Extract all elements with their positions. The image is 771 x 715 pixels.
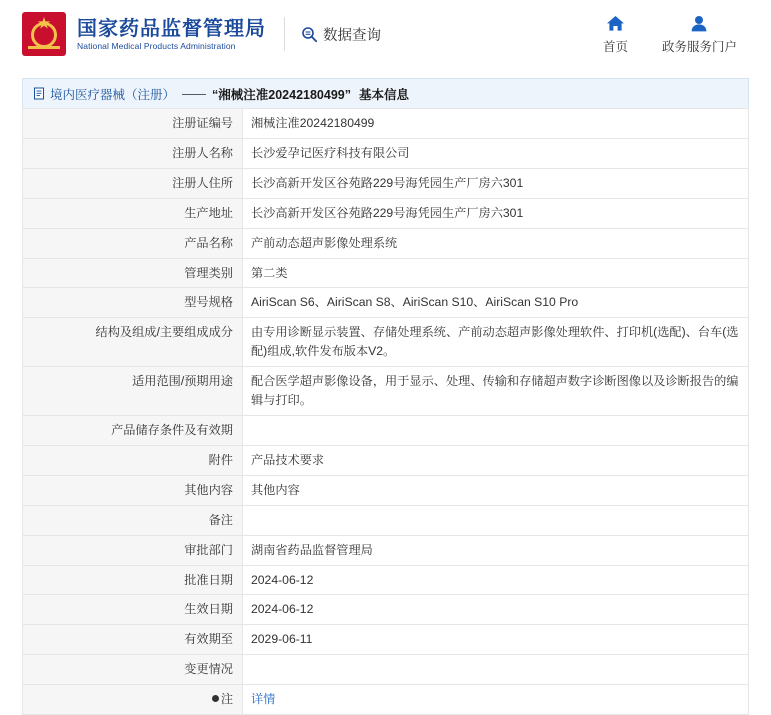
breadcrumb — [22, 78, 749, 108]
breadcrumb-category[interactable]: 境内医疗器械（注册） — [50, 87, 176, 102]
row-label: 注册人名称 — [23, 138, 243, 168]
row-label-note-text: 注 — [220, 692, 233, 707]
row-value: 2024-06-12 — [243, 565, 749, 595]
row-label: 批准日期 — [23, 565, 243, 595]
table-row — [23, 445, 749, 475]
row-value: 湘械注准20242180499 — [243, 109, 749, 139]
row-label: 变更情况 — [23, 655, 243, 685]
row-label: 产品储存条件及有效期 — [23, 415, 243, 445]
table-row — [23, 258, 749, 288]
breadcrumb-subtitle: 基本信息 — [359, 87, 410, 102]
row-label: 管理类别 — [23, 258, 243, 288]
row-label: 附件 — [23, 445, 243, 475]
national-emblem-icon — [22, 12, 66, 56]
row-value: 由专用诊断显示装置、存储处理系统、产前动态超声影像处理软件、打印机(选配)、台车(选配)组成,软件发布版本V2。 — [243, 318, 749, 367]
breadcrumb-separator: —— — [182, 86, 206, 101]
table-row — [23, 415, 749, 445]
user-icon — [690, 14, 708, 34]
row-value — [243, 505, 749, 535]
table-row — [23, 367, 749, 416]
row-label-note — [23, 685, 243, 715]
data-query-link[interactable] — [301, 24, 381, 45]
home-icon — [606, 14, 625, 34]
table-row — [23, 565, 749, 595]
brand-block — [77, 17, 266, 52]
table-row — [23, 655, 749, 685]
table-row — [23, 109, 749, 139]
row-label: 型号规格 — [23, 288, 243, 318]
detail-link[interactable]: 详情 — [251, 692, 276, 707]
row-value: 产前动态超声影像处理系统 — [243, 228, 749, 258]
data-query-label: 数据查询 — [323, 27, 381, 44]
emblem-bar — [28, 46, 60, 49]
table-row — [23, 595, 749, 625]
table-row — [23, 198, 749, 228]
table-row — [23, 318, 749, 367]
table-row — [23, 228, 749, 258]
row-label: 审批部门 — [23, 535, 243, 565]
content-area — [0, 68, 771, 715]
bullet-icon — [212, 695, 219, 702]
row-value: 长沙高新开发区谷苑路229号海凭园生产厂房六301 — [243, 168, 749, 198]
row-label: 其他内容 — [23, 475, 243, 505]
row-label: 生产地址 — [23, 198, 243, 228]
nav-home[interactable] — [603, 14, 628, 55]
row-value: 长沙爱孕记医疗科技有限公司 — [243, 138, 749, 168]
breadcrumb-record-no: “湘械注准20242180499” — [212, 87, 351, 102]
row-value: 长沙高新开发区谷苑路229号海凭园生产厂房六301 — [243, 198, 749, 228]
table-row — [23, 138, 749, 168]
emblem-star: ★ — [37, 15, 51, 31]
row-value — [243, 655, 749, 685]
table-row — [23, 168, 749, 198]
site-header — [0, 0, 771, 68]
row-label: 生效日期 — [23, 595, 243, 625]
nav-gov-portal[interactable] — [662, 14, 737, 55]
row-label: 产品名称 — [23, 228, 243, 258]
table-row — [23, 685, 749, 715]
row-value: 产品技术要求 — [243, 445, 749, 475]
row-label: 有效期至 — [23, 625, 243, 655]
table-row — [23, 625, 749, 655]
nav-gov-portal-label: 政务服务门户 — [661, 39, 737, 54]
table-row — [23, 475, 749, 505]
row-value: 第二类 — [243, 258, 749, 288]
row-value — [243, 415, 749, 445]
row-value — [243, 685, 749, 715]
row-label: 备注 — [23, 505, 243, 535]
header-actions — [603, 14, 749, 55]
brand-title-cn: 国家药品监督管理局 — [77, 15, 266, 40]
row-label: 适用范围/预期用途 — [23, 367, 243, 416]
row-value: 湖南省药品监督管理局 — [243, 535, 749, 565]
row-label: 结构及组成/主要组成成分 — [23, 318, 243, 367]
registration-info-table — [22, 108, 749, 715]
row-label: 注册证编号 — [23, 109, 243, 139]
brand-title-en: National Medical Products Administration — [77, 40, 236, 51]
header-divider — [284, 17, 285, 51]
table-row — [23, 505, 749, 535]
row-value: 2024-06-12 — [243, 595, 749, 625]
row-value: 2029-06-11 — [243, 625, 749, 655]
row-label: 注册人住所 — [23, 168, 243, 198]
row-value: AiriScan S6、AiriScan S8、AiriScan S10、AiriScan S10 Pro — [243, 288, 749, 318]
table-row — [23, 288, 749, 318]
nav-home-label: 首页 — [602, 39, 628, 54]
emblem-gear — [31, 22, 57, 48]
row-value: 其他内容 — [243, 475, 749, 505]
document-icon — [33, 87, 46, 100]
search-icon — [301, 26, 318, 43]
row-value: 配合医学超声影像设备，用于显示、处理、传输和存储超声数字诊断图像以及诊断报告的编辑与打印。 — [243, 367, 749, 416]
